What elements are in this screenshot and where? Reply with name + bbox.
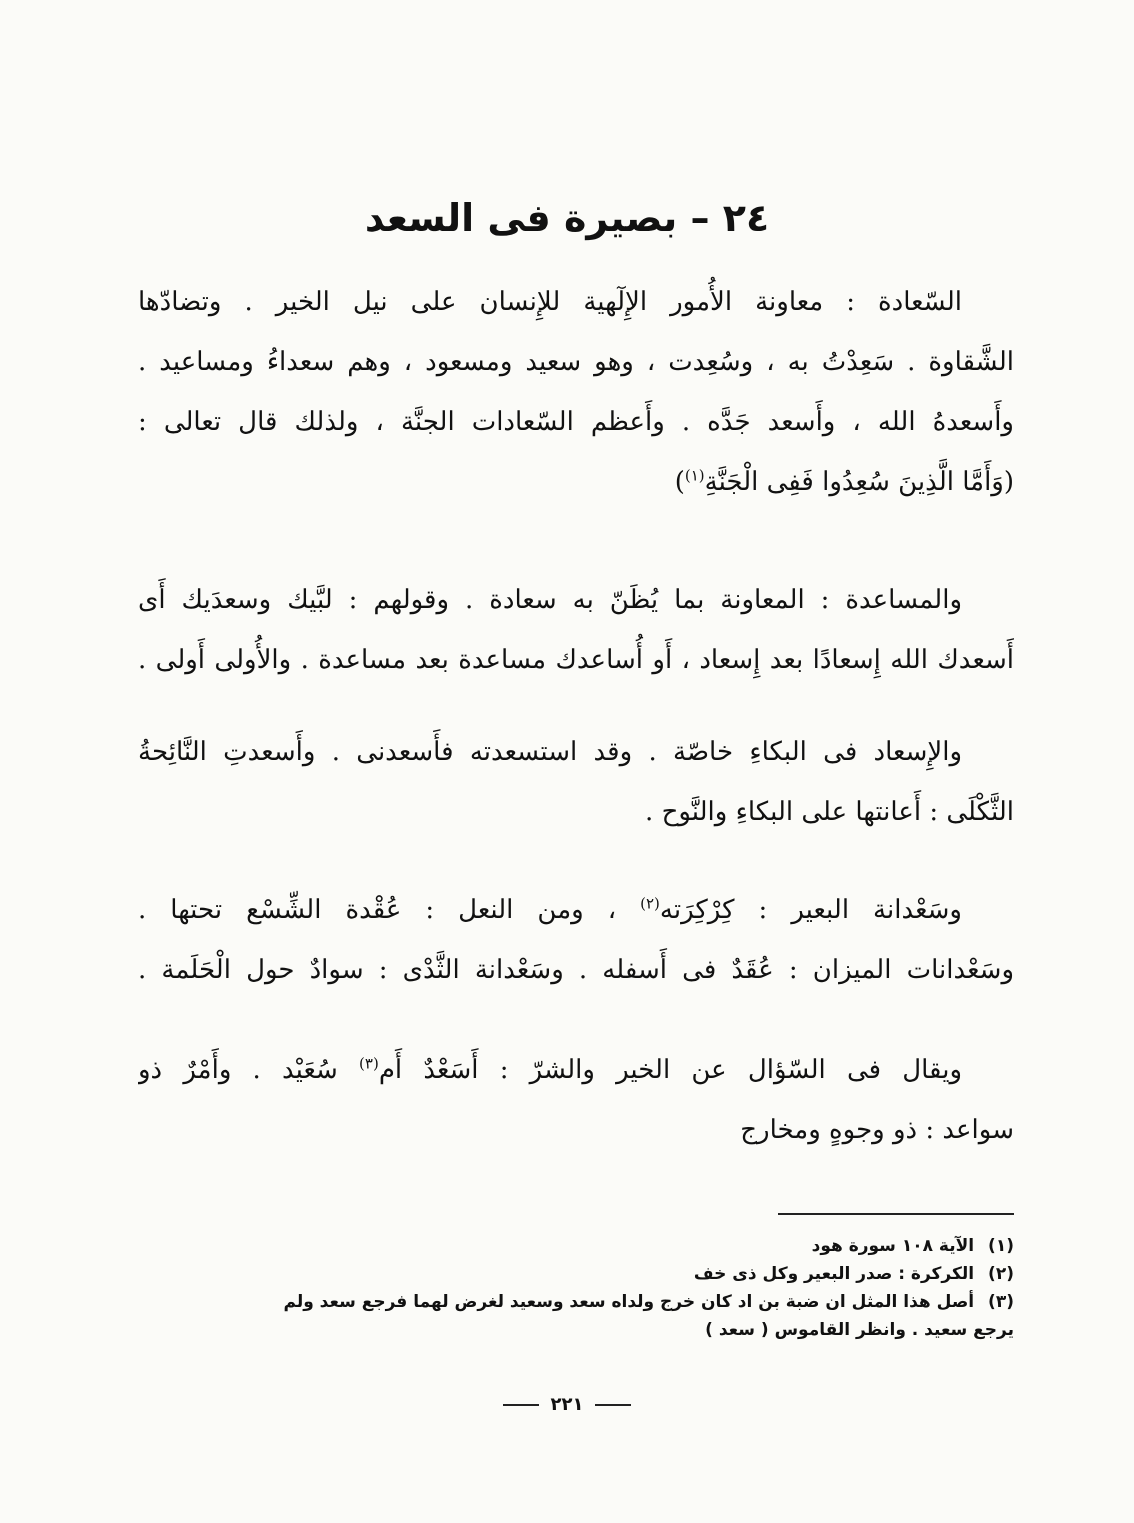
text-line (138, 452, 1014, 512)
paragraph-1 (138, 272, 1014, 512)
page-number-text: ٢٢١ (550, 1394, 584, 1415)
footnote-text: الآية ١٠٨ سورة هود (811, 1236, 975, 1256)
text-segment: ويقال فى السّؤال عن الخير والشرّ : أَسَعْدٌ أَم (378, 1055, 962, 1085)
text-line (138, 880, 1014, 940)
paragraph-4 (138, 880, 1014, 1000)
text-line: سواعد : ذو وجوهٍ ومخارج (740, 1115, 1014, 1145)
quran-verse: (وَأَمَّا الَّذِينَ سُعِدُوا فَفِى الْجَنَّةِ (704, 467, 1014, 497)
dash-right (503, 1404, 539, 1406)
footnote-3 (138, 1288, 1014, 1316)
footnote-number: (١) (988, 1236, 1014, 1256)
paragraph-3 (138, 722, 1014, 842)
footnote-number: (٢) (988, 1264, 1014, 1284)
verse-close: ) (674, 467, 685, 497)
text-line: الثَّكْلَى : أَعانتها على البكاءِ والنَّوح . (645, 797, 1014, 827)
text-line: السّعادة : معاونة الأُمور الإِلٓهية للإِنسان على نيل الخير . وتضادّها (138, 287, 962, 317)
footnote-text: أصل هذا المثل ان ضبة بن اد كان خرج ولداه سعد وسعيد لغرض لهما فرجع سعد ولم (283, 1292, 975, 1312)
text-segment: وسَعْدانة البعير : كِرْكِرَته (659, 895, 962, 925)
text-segment: سُعَيْد . وأَمْرٌ ذو (138, 1055, 360, 1085)
paragraph-5 (138, 1040, 1014, 1160)
text-line: وأَسعدهُ الله ، وأَسعد جَدَّه . وأَعظم السّعادات الجنَّة ، ولذلك قال تعالى : (138, 407, 1014, 437)
text-line: وسَعْدانات الميزان : عُقَدٌ فى أَسفله . وسَعْدانة الثَّدْى : سوادٌ حول الْحَلَمة . (138, 955, 1014, 985)
text-line: والمساعدة : المعاونة بما يُظَنّ به سعادة . وقولهم : لبَّيك وسعدَيك أَى (138, 585, 962, 615)
footnote-divider (778, 1213, 1014, 1215)
page-number (0, 1394, 1134, 1415)
footnote-marker-2: (٢) (640, 894, 660, 913)
footnote-marker-3: (٣) (359, 1054, 379, 1073)
text-segment: ، ومن النعل : عُقْدة الشِّسْع تحتها . (138, 895, 641, 925)
text-line: والإِسعاد فى البكاءِ خاصّة . وقد استسعدته فأَسعدنى . وأَسعدتِ النَّائِحةُ (138, 737, 962, 767)
footnote-1 (138, 1232, 1014, 1260)
footnote-3-continued (138, 1316, 1014, 1344)
dash-left (595, 1404, 631, 1406)
footnote-2 (138, 1260, 1014, 1288)
footnote-text: الكركرة : صدر البعير وكل ذى خف (693, 1264, 975, 1284)
page-title: ٢٤ – بصيرة فى السعد (364, 196, 770, 240)
footnote-number: (٣) (988, 1292, 1014, 1312)
paragraph-2 (138, 570, 1014, 690)
footnote-text: يرجع سعيد . وانظر القاموس ( سعد ) (705, 1320, 1014, 1340)
text-line: الشَّقاوة . سَعِدْتُ به ، وسُعِدت ، وهو سعيد ومسعود ، وهم سعداءُ ومساعيد . (138, 347, 1014, 377)
text-line: أَسعدك الله إِسعادًا بعد إِسعاد ، أَو أُساعدك مساعدة بعد مساعدة . والأُولى أَولى . (138, 645, 1014, 675)
footnote-marker-1: (١) (684, 466, 705, 485)
text-line (138, 1040, 1014, 1100)
footnotes (138, 1232, 1014, 1344)
